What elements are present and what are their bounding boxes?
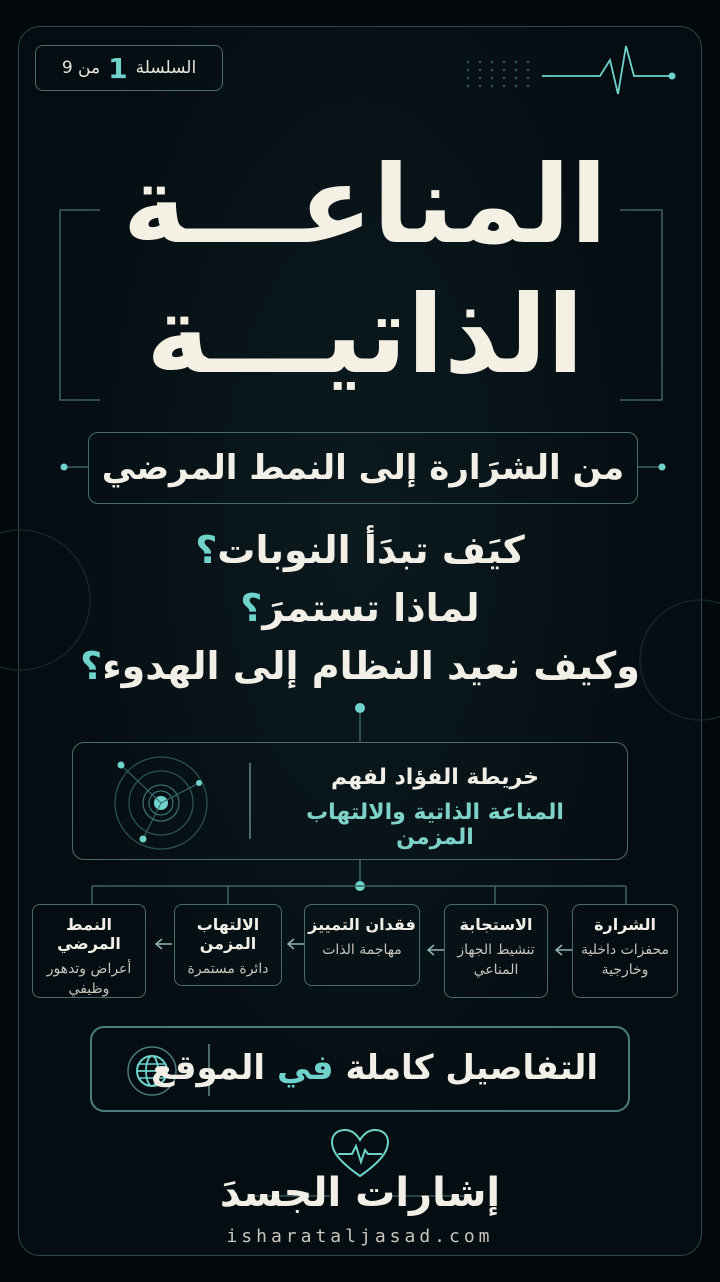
- series-total: من 9: [61, 58, 101, 78]
- ecg-line-icon: [460, 40, 685, 100]
- question-2-mark: ؟: [240, 586, 263, 630]
- question-1-mark: ؟: [195, 528, 218, 572]
- website-url[interactable]: isharataljasad.com: [226, 1226, 494, 1247]
- question-3-mark: ؟: [80, 644, 103, 688]
- step-title: الشرارة: [594, 915, 656, 934]
- website-cta[interactable]: [90, 1026, 630, 1112]
- step-response: [444, 904, 548, 998]
- step-title: فقدان التمييز: [308, 915, 416, 934]
- step-desc: أعراض وتدهور وظيفي: [46, 961, 132, 998]
- step-chronic-inflammation: [174, 904, 282, 986]
- cta-text: [151, 1048, 598, 1088]
- step-disease-pattern: [32, 904, 146, 998]
- cta-text-after: الموقع: [151, 1048, 266, 1088]
- question-1-text: كيَف تبدَأ النوبات: [217, 528, 525, 572]
- step-desc: مهاجمة الذات: [322, 942, 402, 958]
- step-desc: دائرة مستمرة: [187, 961, 269, 977]
- subtitle-text: من الشرَارة إلى النمط المرضي: [101, 448, 625, 488]
- step-loss-of-tolerance: [304, 904, 420, 986]
- radar-icon: [103, 751, 223, 851]
- step-spark: [572, 904, 678, 998]
- map-line-1: خريطة الفؤاد لفهم: [330, 765, 540, 790]
- step-desc: تنشيط الجهاز المناعي: [457, 942, 535, 979]
- step-title: الالتهاب المزمن: [196, 915, 260, 953]
- main-title: [60, 140, 670, 405]
- brand-name: إشارات الجسدَ: [219, 1170, 501, 1216]
- map-line-2: المناعة الذاتية والالتهاب المزمن: [306, 800, 564, 850]
- map-box: [72, 742, 628, 860]
- series-number: 1: [108, 51, 128, 85]
- step-title: الاستجابة: [459, 915, 533, 934]
- step-desc: محفزات داخلية وخارجية: [580, 942, 669, 979]
- question-2: [40, 586, 680, 630]
- question-1: [40, 528, 680, 572]
- question-2-text: لماذا تستمرَ: [262, 586, 480, 630]
- subtitle-box: [88, 432, 638, 504]
- cta-highlight: في: [276, 1048, 334, 1088]
- title-line-1: المناعـــة: [122, 143, 608, 268]
- cta-text-before: التفاصيل كاملة: [345, 1048, 598, 1088]
- question-3: [40, 644, 680, 688]
- series-label: السلسلة: [135, 58, 197, 78]
- map-text: [265, 765, 605, 850]
- step-title: النمط المرضي: [57, 915, 121, 953]
- series-badge: [35, 45, 223, 91]
- map-divider: [249, 763, 251, 839]
- title-line-2: الذاتيـــة: [146, 273, 584, 398]
- question-3-text: وكيف نعيد النظام إلى الهدوء: [102, 644, 640, 688]
